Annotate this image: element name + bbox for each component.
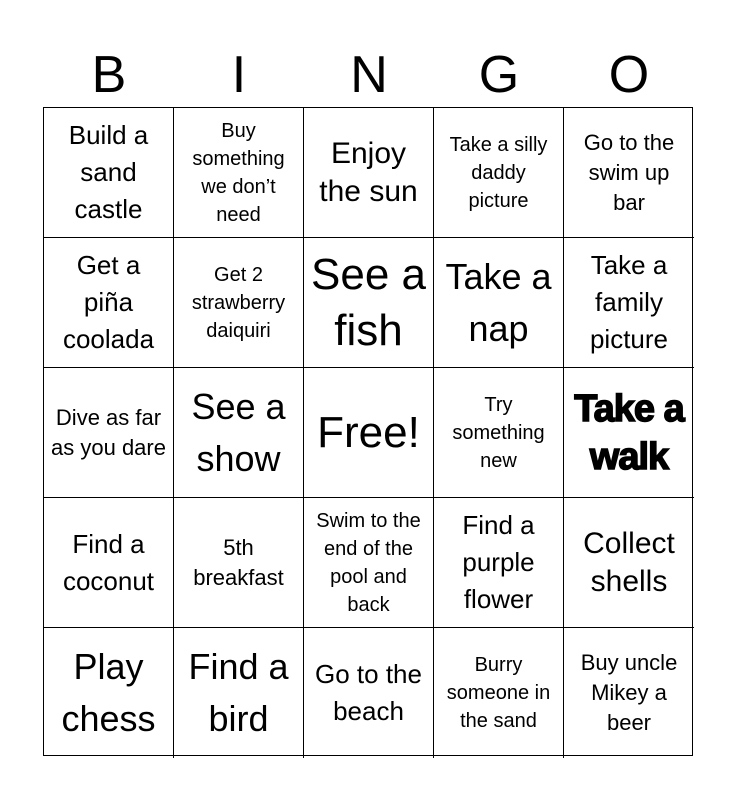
header-letter-g: G <box>478 46 520 104</box>
bingo-cell[interactable]: Take a family picture <box>564 238 694 368</box>
bingo-cell[interactable]: Try something new <box>434 368 564 498</box>
header-letter-n: N <box>350 46 388 104</box>
bingo-cell[interactable]: Get 2 strawberry daiquiri <box>174 238 304 368</box>
bingo-cell[interactable]: Build a sand castle <box>44 108 174 238</box>
free-space-cell[interactable]: Free! <box>304 368 434 498</box>
bingo-cell[interactable]: Go to the beach <box>304 628 434 758</box>
header-letter-i: I <box>231 46 247 104</box>
bingo-header <box>44 42 694 108</box>
bingo-cell[interactable]: Burry someone in the sand <box>434 628 564 758</box>
bingo-cell[interactable]: Collect shells <box>564 498 694 628</box>
bingo-cell[interactable]: Buy uncle Mikey a beer <box>580 650 678 735</box>
bingo-cell[interactable]: Dive as far as you dare <box>44 368 174 498</box>
bingo-cell[interactable]: Take a silly daddy picture <box>434 108 564 238</box>
bingo-cell[interactable]: Take a nap <box>434 238 564 368</box>
bingo-cell[interactable]: Go to the swim up bar <box>564 108 694 238</box>
bingo-cell[interactable]: Take a walk <box>564 368 694 498</box>
bingo-cell[interactable]: Get a piña coolada <box>44 238 174 368</box>
bingo-cell[interactable]: 5th breakfast <box>174 498 304 628</box>
bingo-cell[interactable]: Find a purple flower <box>434 498 564 628</box>
bingo-cell[interactable]: Buy something we don’t need <box>174 108 304 238</box>
bingo-cell[interactable]: Play chess <box>44 628 174 758</box>
header-letter-b: B <box>91 46 127 104</box>
bingo-cell[interactable]: Swim to the end of the pool and back <box>304 498 434 628</box>
bingo-cell[interactable]: Find a bird <box>174 628 304 758</box>
bingo-grid <box>43 107 693 756</box>
bingo-cell[interactable]: See a show <box>174 368 304 498</box>
bingo-cell[interactable]: Find a coconut <box>44 498 174 628</box>
bingo-cell[interactable]: See a fish <box>304 238 434 368</box>
bingo-cell[interactable]: Enjoy the sun <box>304 108 434 238</box>
header-letter-o: O <box>608 46 650 104</box>
